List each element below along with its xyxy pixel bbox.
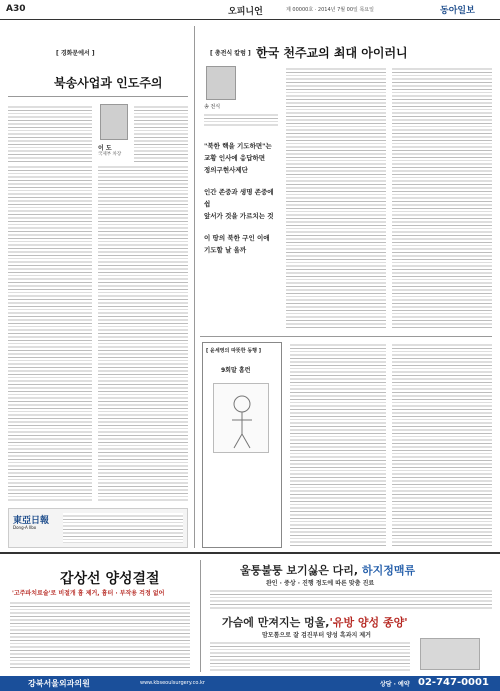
byline-mid: 송 전식	[204, 104, 221, 110]
ad-right-body-2	[210, 640, 410, 672]
column-divider	[194, 26, 195, 548]
phone-label: 상담 · 예약	[380, 681, 410, 688]
article-body-left-2	[8, 164, 92, 502]
pull-quote-3: 정의구현사제단	[204, 166, 248, 174]
ad-left-subtitle: '고주파치료술'로 비절개 흉 제거, 흉터 · 부작용 걱정 없어	[12, 590, 165, 597]
cartoon-image	[213, 383, 269, 453]
ad-right-title-1	[240, 562, 415, 578]
article-body-mid-1	[286, 66, 386, 330]
pull-quotes	[204, 140, 278, 256]
divider	[8, 96, 188, 97]
column-tag-left: [ 경화문에서 ]	[56, 50, 95, 57]
pull-quote-2: 교황 인사에 응답하면	[204, 154, 266, 162]
masthead-logo: 동아일보	[440, 6, 475, 16]
author-photo-left	[100, 104, 128, 140]
cartoon-caption: 9회말 홈런	[221, 367, 251, 374]
pull-quote-5: 앞서가 것을 가르치는 것	[204, 212, 274, 220]
cartoon-panel	[202, 342, 282, 548]
issue-date: 제 00000호 · 2014년 7월 00일 목요일	[286, 7, 374, 13]
pull-quote-1: "북한 핵을 기도하면"는	[204, 142, 272, 150]
ad-right-title-2b: '유방 양성 종양'	[329, 616, 408, 629]
company-details	[63, 513, 183, 543]
article-body-mid-3	[290, 342, 386, 548]
ad-right-title-1b: 하지정맥류	[361, 564, 416, 577]
phone-number[interactable]: 02-747-0001	[418, 677, 489, 688]
author-bio	[204, 112, 278, 128]
article-body-mid-4	[392, 342, 492, 548]
byline-left: 이 도	[98, 145, 112, 152]
section-title: 오피니언	[228, 7, 263, 17]
divider	[200, 336, 492, 337]
clinic-url[interactable]: www.kbseoulsurgery.co.kr	[140, 680, 205, 686]
page-number: A30	[6, 4, 26, 14]
byline-left-sub: 국제부 차장	[98, 152, 122, 157]
article-body-left-3	[98, 164, 188, 502]
ad-divider	[200, 560, 201, 672]
article-body-left-4	[134, 104, 188, 162]
column-tag-mid: [ 총전식 칼럼 ]	[210, 50, 251, 57]
pull-quote-7: 기도할 날 올까	[204, 246, 247, 254]
article-title-mid: 한국 천주교의 최대 아이러니	[256, 46, 408, 60]
ad-right-subtitle-2: 맘모톰으로 잘 검진부터 양성 흑과지 제거	[262, 632, 371, 639]
cartoon-tag: [ 윤세영의 따뜻한 동행 ]	[206, 348, 262, 354]
ad-left-body	[10, 600, 190, 670]
company-sub: Dong-A Ilbo	[13, 525, 37, 530]
company-info-box	[8, 508, 188, 548]
article-title-left: 북송사업과 인도주의	[54, 76, 163, 90]
cartoon-drawing	[214, 384, 270, 454]
ad-footer-bar	[0, 676, 500, 691]
ad-right-title-2	[222, 614, 408, 630]
clinic-name: 강북서울외과의원	[28, 679, 90, 688]
ad-right-body-1	[210, 588, 492, 610]
ad-right-title-2a: 가슴에 만져지는 멍울,	[222, 616, 330, 629]
company-name: 東亞日報	[13, 516, 50, 526]
doctor-photo	[420, 638, 480, 670]
article-body-mid-2	[392, 66, 492, 330]
author-photo-mid	[206, 66, 236, 100]
ad-right-subtitle-1: 완인 · 중상 · 진행 정도에 따른 맞춤 진료	[266, 580, 375, 587]
page-header	[0, 0, 500, 20]
pull-quote-4: 인간 존중과 생명 존중에 쉽	[204, 188, 274, 208]
article-body-left-1	[8, 104, 92, 162]
pull-quote-6: 이 땅의 북한 구인 이애	[204, 234, 270, 242]
ad-left-title: 갑상선 양성결절	[60, 571, 160, 587]
ad-right-title-1a: 울퉁불퉁 보기싫은 다리,	[240, 564, 359, 577]
